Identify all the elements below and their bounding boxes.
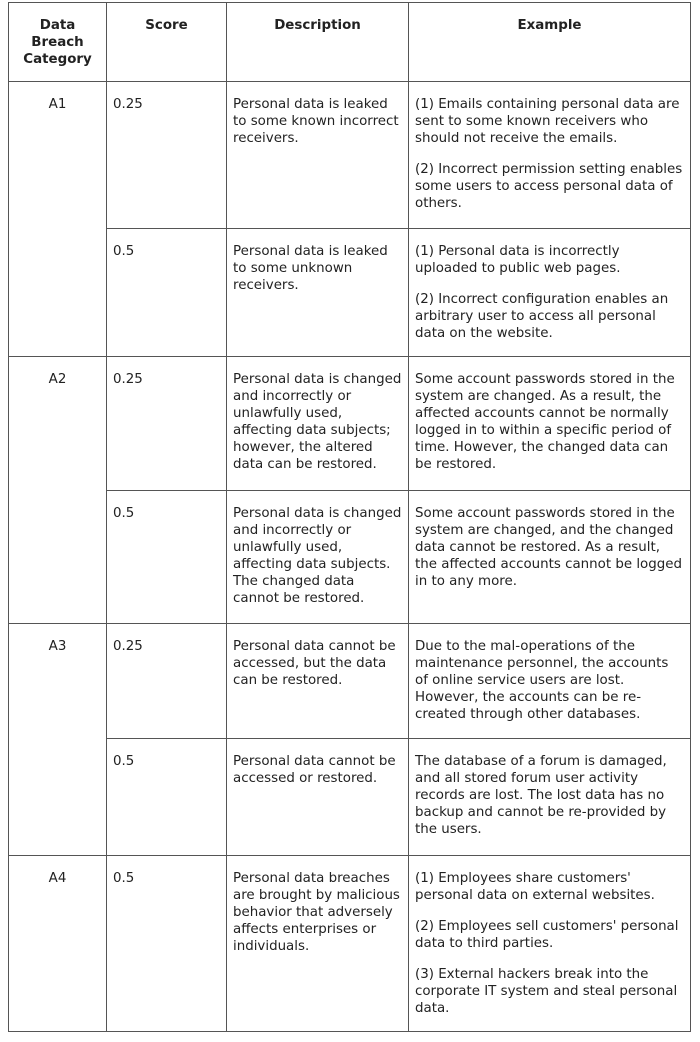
header-score: Score bbox=[107, 3, 227, 82]
score-cell: 0.25 bbox=[107, 82, 227, 229]
example-text: (2) Incorrect configuration enables an arbitrary user to access all personal data on the website. bbox=[415, 292, 669, 341]
header-example: Example bbox=[409, 3, 691, 82]
example-text: Due to the mal-operations of the maintenance personnel, the accounts of online service users are lost. However, the accounts can be re-created through other databases. bbox=[415, 639, 669, 722]
header-category: Data Breach Category bbox=[9, 3, 107, 82]
description-cell bbox=[227, 624, 409, 739]
score-cell: 0.5 bbox=[107, 856, 227, 1032]
category-cell: A3 bbox=[9, 624, 107, 856]
example-cell bbox=[409, 82, 691, 229]
example-text: (2) Employees sell customers' personal data to third parties. bbox=[415, 919, 679, 951]
table-row bbox=[9, 491, 691, 624]
example-text: (3) External hackers break into the corporate IT system and steal personal data. bbox=[415, 967, 678, 1016]
description-cell bbox=[227, 856, 409, 1032]
header-row bbox=[9, 3, 691, 82]
example-cell bbox=[409, 856, 691, 1032]
description-text: Personal data is leaked to some unknown receivers. bbox=[233, 244, 388, 293]
example-text: Some account passwords stored in the system are changed, and the changed data cannot be restored. As a result, the affected accounts cannot be logged in to any more. bbox=[415, 506, 682, 589]
example-text: (1) Emails containing personal data are sent to some known receivers who should not receive the emails. bbox=[415, 97, 680, 146]
example-text: (1) Employees share customers' personal data on external websites. bbox=[415, 871, 655, 903]
table-row bbox=[9, 229, 691, 357]
example-text: The database of a forum is damaged, and all stored forum user activity records are lost. The lost data has no backup and cannot be re-provided by the users. bbox=[415, 754, 667, 837]
example-cell bbox=[409, 739, 691, 856]
score-cell: 0.5 bbox=[107, 739, 227, 856]
description-text: Personal data is leaked to some known incorrect receivers. bbox=[233, 97, 399, 146]
table-row bbox=[9, 82, 691, 229]
description-text: Personal data cannot be accessed or restored. bbox=[233, 754, 396, 786]
example-text: (2) Incorrect permission setting enables some users to access personal data of others. bbox=[415, 162, 683, 211]
description-cell bbox=[227, 357, 409, 491]
example-cell bbox=[409, 357, 691, 491]
score-cell: 0.5 bbox=[107, 491, 227, 624]
table-row bbox=[9, 856, 691, 1032]
score-cell: 0.25 bbox=[107, 357, 227, 491]
description-text: Personal data cannot be accessed, but the data can be restored. bbox=[233, 639, 396, 688]
description-text: Personal data is changed and incorrectly or unlawfully used, affecting data subjects. The changed data cannot be restored. bbox=[233, 506, 402, 606]
example-text: Some account passwords stored in the system are changed. As a result, the affected accounts cannot be normally logged in to within a specific period of time. However, the changed data can be restored. bbox=[415, 372, 675, 472]
table-row bbox=[9, 624, 691, 739]
data-breach-table bbox=[8, 2, 691, 1032]
category-cell: A4 bbox=[9, 856, 107, 1032]
table-row bbox=[9, 357, 691, 491]
score-cell: 0.25 bbox=[107, 624, 227, 739]
category-cell: A2 bbox=[9, 357, 107, 624]
score-cell: 0.5 bbox=[107, 229, 227, 357]
header-description: Description bbox=[227, 3, 409, 82]
example-text: (1) Personal data is incorrectly uploaded to public web pages. bbox=[415, 244, 621, 276]
example-cell bbox=[409, 624, 691, 739]
description-text: Personal data breaches are brought by malicious behavior that adversely affects enterprises or individuals. bbox=[233, 871, 400, 954]
category-cell: A1 bbox=[9, 82, 107, 357]
example-cell bbox=[409, 491, 691, 624]
description-cell bbox=[227, 491, 409, 624]
table-row bbox=[9, 739, 691, 856]
example-cell bbox=[409, 229, 691, 357]
description-cell bbox=[227, 229, 409, 357]
description-cell bbox=[227, 82, 409, 229]
description-text: Personal data is changed and incorrectly or unlawfully used, affecting data subjects; however, the altered data can be restored. bbox=[233, 372, 402, 472]
description-cell bbox=[227, 739, 409, 856]
